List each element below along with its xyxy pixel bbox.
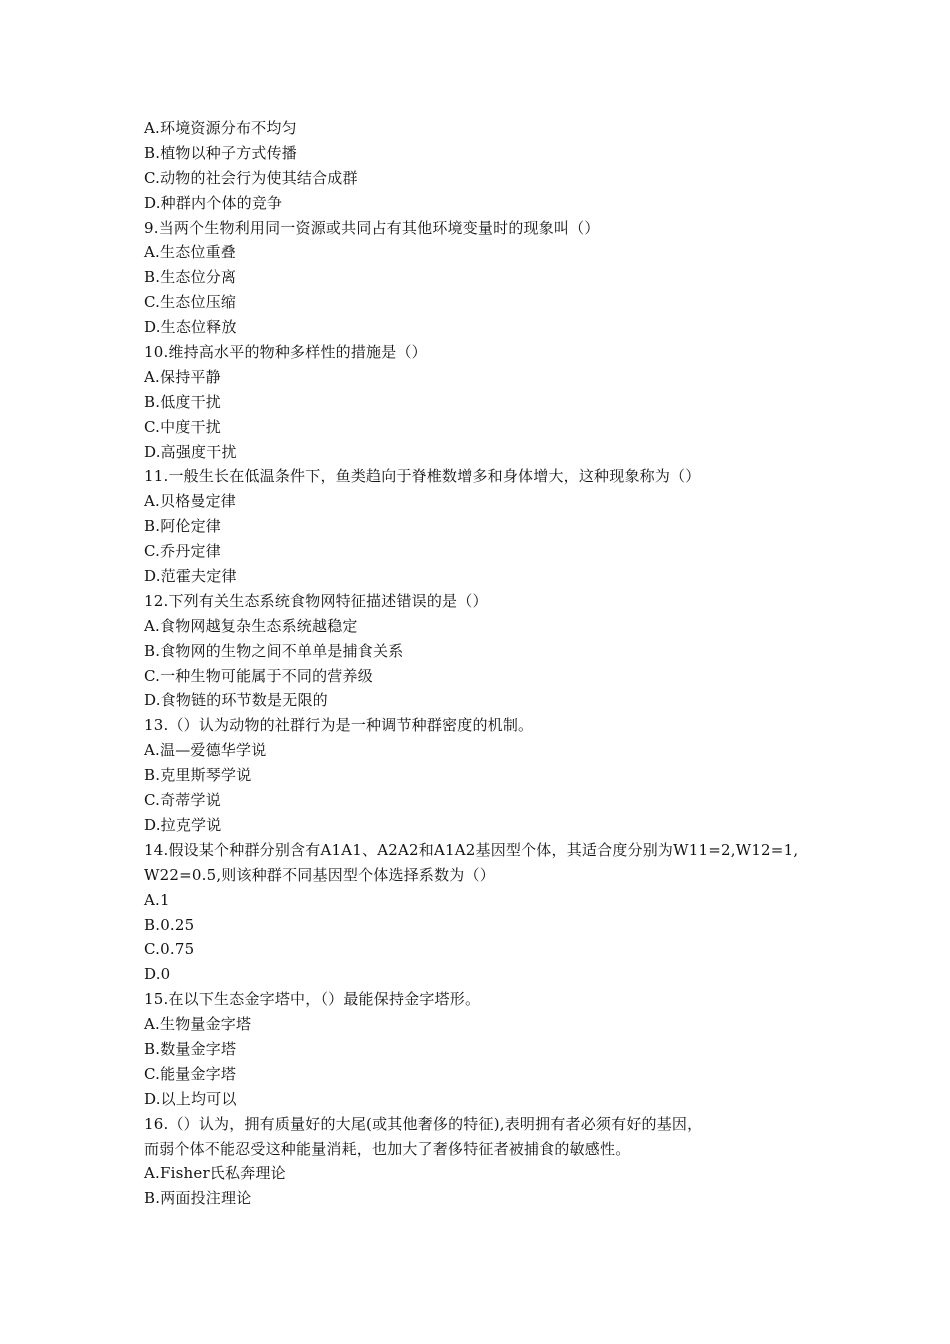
question-line: W22=0.5,则该种群不同基因型个体选择系数为（） — [144, 865, 495, 884]
question-line: 11.一般生长在低温条件下，鱼类趋向于脊椎数增多和身体增大，这种现象称为（） — [144, 467, 701, 486]
text-line: D.种群内个体的竞争 — [144, 193, 283, 212]
question-line: 15.在以下生态金字塔中，（）最能保持金字塔形。 — [144, 990, 481, 1009]
text-line: C.动物的社会行为使其结合成群 — [144, 168, 358, 187]
text-line: A.保持平静 — [144, 367, 221, 386]
text-line: D.以上均可以 — [144, 1089, 237, 1108]
text-line: C.生态位压缩 — [144, 293, 237, 312]
question-line: 10.维持高水平的物种多样性的措施是（） — [144, 343, 427, 362]
text-line: D.食物链的环节数是无限的 — [144, 691, 328, 710]
text-line: A.贝格曼定律 — [144, 492, 237, 511]
text-line: A.食物网越复杂生态系统越稳定 — [144, 616, 358, 635]
question-line: 14.假设某个种群分别含有A1A1、A2A2和A1A2基因型个体，其适合度分别为W11=2,W12=1, — [144, 840, 799, 859]
text-line: C.一种生物可能属于不同的营养级 — [144, 666, 373, 685]
text-line: D.生态位释放 — [144, 318, 237, 337]
text-line: B.植物以种子方式传播 — [144, 143, 297, 162]
text-line: C.奇蒂学说 — [144, 791, 221, 810]
text-line: B.阿伦定律 — [144, 517, 221, 536]
text-line: A.温—爱德华学说 — [144, 741, 267, 760]
text-line: C.中度干扰 — [144, 417, 221, 436]
document-page — [144, 116, 824, 1211]
question-line: 而弱个体不能忍受这种能量消耗，也加大了奢侈特征者被捕食的敏感性。 — [144, 1139, 631, 1158]
text-line: A.环境资源分布不均匀 — [144, 119, 297, 137]
text-line: A.生态位重叠 — [144, 243, 237, 262]
text-line: A.1 — [144, 890, 170, 909]
question-line: 16.（）认为，拥有质量好的大尾(或其他奢侈的特征),表明拥有者必须有好的基因， — [144, 1114, 703, 1133]
text-line: D.高强度干扰 — [144, 442, 237, 461]
text-line: C.能量金字塔 — [144, 1064, 237, 1083]
text-line: C.0.75 — [144, 940, 195, 959]
text-line: B.两面投注理论 — [144, 1189, 252, 1208]
text-line: A.Fisher氏私奔理论 — [144, 1164, 286, 1183]
text-line: B.克里斯琴学说 — [144, 766, 252, 785]
question-line: 9.当两个生物利用同一资源或共同占有其他环境变量时的现象叫（） — [144, 218, 600, 237]
text-line: C.乔丹定律 — [144, 542, 221, 561]
text-line: D.拉克学说 — [144, 815, 222, 834]
text-line: D.范霍夫定律 — [144, 567, 237, 586]
text-line: B.数量金字塔 — [144, 1039, 237, 1058]
question-line: 12.下列有关生态系统食物网特征描述错误的是（） — [144, 591, 488, 610]
text-line: D.0 — [144, 965, 171, 984]
question-line: 13.（）认为动物的社群行为是一种调节种群密度的机制。 — [144, 716, 534, 735]
text-line: A.生物量金字塔 — [144, 1015, 252, 1034]
text-line: B.生态位分离 — [144, 268, 237, 287]
text-line: B.低度干扰 — [144, 392, 221, 411]
text-line: B.食物网的生物之间不单单是捕食关系 — [144, 641, 404, 660]
text-line: B.0.25 — [144, 915, 195, 934]
